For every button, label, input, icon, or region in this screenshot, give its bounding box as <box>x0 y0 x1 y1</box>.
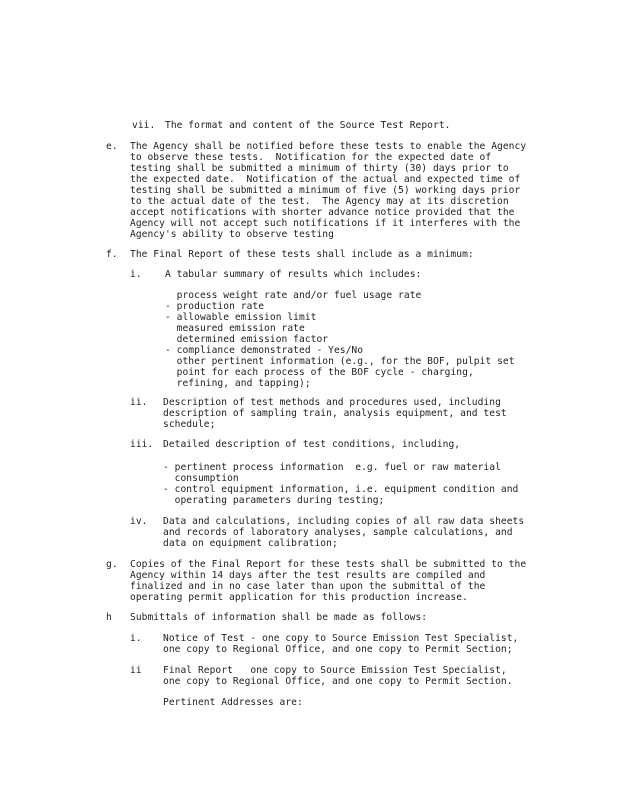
summary-line: - allowable emission limit <box>165 312 317 323</box>
item-h-i-line: Notice of Test - one copy to Source Emission Test Specialist, <box>163 633 519 644</box>
section-e-line: accept notifications with shorter advance notice provided that the <box>130 207 515 218</box>
item-f-ii-line: description of sampling train, analysis equipment, and test <box>163 408 507 419</box>
summary-line: point for each process of the BOF cycle - charging, <box>165 367 474 378</box>
conditions-line: operating parameters during testing; <box>163 495 385 506</box>
section-g-line: operating permit application for this production increase. <box>130 592 468 603</box>
pertinent-addresses-heading: Pertinent Addresses are: <box>163 697 303 708</box>
section-e-line: Agency's ability to observe testing <box>130 229 334 240</box>
item-f-iv-line: data on equipment calibration; <box>163 538 338 549</box>
summary-line: measured emission rate <box>165 323 305 334</box>
item-f-iv-line: Data and calculations, including copies of all raw data sheets <box>163 516 525 527</box>
section-f-label: f. <box>106 249 118 260</box>
item-f-ii-line: Description of test methods and procedures used, including <box>163 397 501 408</box>
conditions-line: consumption <box>163 473 239 484</box>
section-g-label: g. <box>106 559 118 570</box>
section-e-line: testing shall be submitted a minimum of five (5) working days prior <box>130 185 521 196</box>
item-f-i-label: i. <box>130 269 142 280</box>
summary-line: refining, and tapping); <box>165 378 311 389</box>
summary-line: other pertinent information (e.g., for the BOF, pulpit set <box>165 356 515 367</box>
summary-line: - production rate <box>165 301 265 312</box>
section-g-line: Copies of the Final Report for these tests shall be submitted to the <box>130 559 527 570</box>
section-e-line: to the actual date of the test. The Agency may at its discretion <box>130 196 509 207</box>
section-f-intro: The Final Report of these tests shall include as a minimum: <box>130 249 474 260</box>
item-h-i-label: i. <box>130 633 142 644</box>
item-h-ii-line: Final Report one copy to Source Emission Test Specialist, <box>163 665 507 676</box>
conditions-line: - control equipment information, i.e. equipment condition and <box>163 484 519 495</box>
item-f-ii-label: ii. <box>130 397 148 408</box>
item-h-ii-label: ii <box>130 665 142 676</box>
section-e-line: to observe these tests. Notification for the expected date of <box>130 152 492 163</box>
section-h-label: h <box>106 612 112 623</box>
section-e-line: testing shall be submitted a minimum of thirty (30) days prior to <box>130 163 509 174</box>
summary-line: - compliance demonstrated - Yes/No <box>165 345 364 356</box>
item-vii-text: The format and content of the Source Test Report. <box>165 120 451 131</box>
item-f-iii-label: iii. <box>130 439 154 450</box>
section-e-line: The Agency shall be notified before these tests to enable the Agency <box>130 141 527 152</box>
item-h-ii-line: one copy to Regional Office, and one copy to Permit Section. <box>163 676 513 687</box>
section-g-line: finalized and in no case later than upon the submittal of the <box>130 581 486 592</box>
item-f-ii-line: schedule; <box>163 419 216 430</box>
section-g-line: Agency within 14 days after the test results are compiled and <box>130 570 486 581</box>
item-f-iv-label: iv. <box>130 516 148 527</box>
item-vii-label: vii. <box>132 120 156 131</box>
section-h-intro: Submittals of information shall be made as follows: <box>130 612 428 623</box>
summary-line: process weight rate and/or fuel usage rate <box>165 290 422 301</box>
conditions-line: - pertinent process information e.g. fuel or raw material <box>163 462 501 473</box>
item-f-iv-line: and records of laboratory analyses, sample calculations, and <box>163 527 513 538</box>
item-h-i-line: one copy to Regional Office, and one copy to Permit Section; <box>163 644 513 655</box>
item-f-iii-intro: Detailed description of test conditions, including, <box>163 439 461 450</box>
section-e-line: Agency will not accept such notifications if it interferes with the <box>130 218 521 229</box>
item-f-i-intro: A tabular summary of results which includes: <box>165 269 422 280</box>
summary-line: determined emission factor <box>165 334 329 345</box>
section-e-line: the expected date. Notification of the actual and expected time of <box>130 174 521 185</box>
section-e-label: e. <box>106 141 118 152</box>
